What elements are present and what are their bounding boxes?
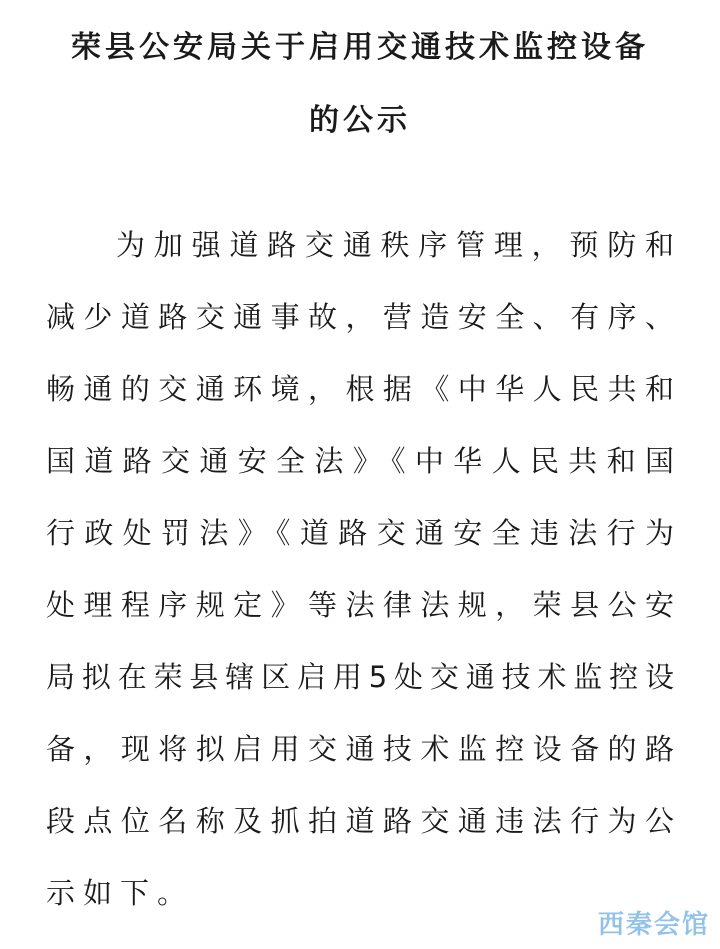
body-line-8: 备，现将拟启用交通技术监控设备的路 bbox=[46, 732, 674, 766]
body-line-9: 段点位名称及抓拍道路交通违法行为公 bbox=[46, 804, 674, 838]
document-title-line-2: 的公示 bbox=[309, 103, 411, 138]
body-line-7: 局拟在荣县辖区启用5处交通技术监控设 bbox=[46, 660, 674, 694]
document-title-line-1: 荣县公安局关于启用交通技术监控设备 bbox=[71, 30, 649, 65]
body-line-2: 减少道路交通事故，营造安全、有序、 bbox=[46, 300, 674, 334]
watermark-logo: 西秦会馆 bbox=[597, 910, 710, 940]
body-line-6: 处理程序规定》等法律法规，荣县公安 bbox=[46, 588, 674, 622]
body-line-4: 国道路交通安全法》《中华人民共和国 bbox=[46, 444, 674, 478]
body-line-10: 示如下。 bbox=[46, 876, 195, 910]
body-line-5: 行政处罚法》《道路交通安全违法行为 bbox=[46, 516, 674, 550]
body-line-3: 畅通的交通环境，根据《中华人民共和 bbox=[46, 372, 674, 406]
body-line-1: 为加强道路交通秩序管理，预防和 bbox=[116, 228, 674, 262]
